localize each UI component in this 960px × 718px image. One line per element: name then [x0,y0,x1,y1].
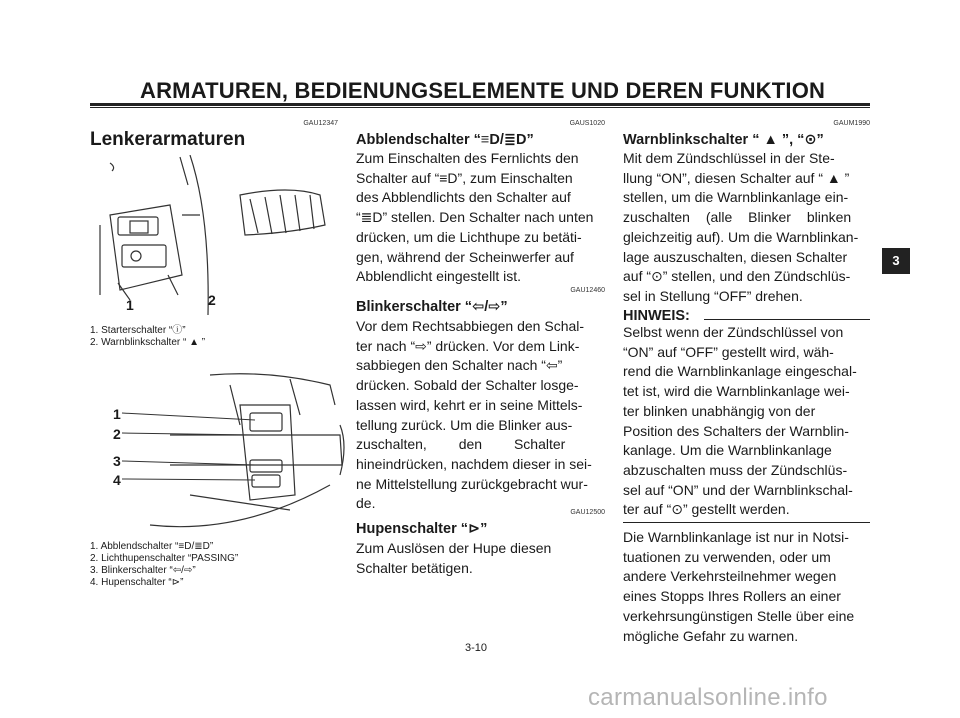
page-number: 3-10 [465,642,488,654]
fig2-caption-1: 1. Abblendschalter “≡D/≣D” [90,541,214,552]
hinweis-rule-bottom [623,522,870,523]
text-line: sabbiegen den Schalter nach “⇦” [356,357,563,374]
text-line: “ON” auf “OFF” gestellt wird, wäh- [623,343,834,360]
text-line: sel in Stellung “OFF” drehen. [623,287,803,304]
fig2-callout-3: 3 [113,453,121,469]
text-line: stellen, um die Warnblinkanlage ein- [623,189,849,206]
text-line: kanlage. Um die Warnblinkanlage [623,442,832,459]
section-heading: Abblendschalter “≡D/≣D” [356,132,534,148]
fig2-callout-1: 1 [113,406,121,422]
text-line: verkehrsungünstigen Stelle über eine [623,607,855,624]
text-line: mögliche Gefahr zu warnen. [623,627,799,644]
section-code: GAUM1990 [833,120,870,127]
text-line: “≣D” stellen. Den Schalter nach unten [356,209,594,226]
text-line: Vor dem Rechtsabbiegen den Schal- [356,318,585,334]
section-heading: Warnblinkschalter “ ▲ ”, “⊙” [623,132,824,148]
page-header-title: ARMATUREN, BEDIENUNGSELEMENTE UND DEREN FUNKTION [140,78,826,103]
fig2-caption-4: 4. Hupenschalter “⊳” [90,577,184,588]
figure-handlebar-left-switches [90,155,345,315]
fig1-caption [90,325,205,349]
text-line: gen, während der Scheinwerfer auf [356,248,574,265]
text-line: andere Verkehrsteilnehmer wegen [623,568,837,585]
section-heading: Hupenschalter “⊳” [356,521,488,537]
watermark: carmanualsonline.info [588,684,828,711]
text-line: Position des Schalters der Warnblin- [623,422,849,439]
fig2-callout-4: 4 [113,472,121,488]
section-code: GAUS1020 [569,120,605,127]
hinweis-body [623,323,870,520]
text-line: tuationen zu verwenden, oder um [623,548,831,565]
text-line: sel auf “ON” und der Warnblinkschal- [623,481,853,498]
section-title: Lenkerarmaturen [90,129,246,150]
text-line: zuschalten, den Schalter [356,436,566,453]
section-code: GAU12347 [303,120,338,127]
text-line: lassen wird, kehrt er in seine Mittels- [356,396,583,413]
text-line: Schalter betätigen. [356,559,473,576]
fig2-caption-2: 2. Lichthupenschalter “PASSING” [90,553,239,564]
warning-note-body [623,528,870,646]
text-line: des Abblendlichts den Schalter auf [356,189,571,206]
text-line: zuschalten (alle Blinker blinken [623,209,852,226]
header-rule-thin [90,107,870,108]
header-rule-thick [90,103,870,106]
section-body [356,539,604,578]
text-line: rend die Warnblinkanlage eingeschal- [623,363,857,380]
text-line: abzuschalten muss der Zündschlüs- [623,461,848,478]
text-line: Zum Auslösen der Hupe diesen [356,540,552,556]
section-code: GAU12500 [570,509,605,516]
fig1-callout-1: 1 [126,297,134,313]
text-line: auf “⊙” stellen, und den Zündschlüs- [623,268,851,285]
text-line: drücken, um die Lichthupe zu betäti- [356,228,582,245]
chapter-tab: 3 [882,248,910,274]
text-line: Mit dem Zündschlüssel in der Ste- [623,150,835,166]
text-line: drücken. Sobald der Schalter losge- [356,377,579,394]
fig2-caption [90,541,238,589]
section-body [356,317,604,514]
text-line: Die Warnblinkanlage ist nur in Notsi- [623,529,849,545]
section-code: GAU12460 [570,287,605,294]
hinweis-rule-top [704,319,870,320]
text-line: hineindrücken, nachdem dieser in sei- [356,455,592,472]
figure-handlebar-right-switches [90,365,350,540]
text-line: tet ist, wird die Warnblinkanlage wei- [623,383,850,400]
section-body [356,149,604,287]
hinweis-label: HINWEIS: [623,308,690,324]
text-line: Selbst wenn der Zündschlüssel von [623,324,844,340]
text-line: llung “ON”, diesen Schalter auf “ ▲ ” [623,169,850,186]
text-line: tellung zurück. Um die Blinker aus- [356,416,573,433]
fig2-callout-2: 2 [113,426,121,442]
section-body [623,149,870,307]
text-line: de. [356,495,376,512]
text-line: lage auszuschalten, diesen Schalter [623,248,848,265]
fig1-callout-2: 2 [208,292,216,308]
fig1-caption-1: 1. Starterschalter “ⓘ” [90,325,186,336]
fig1-caption-2: 2. Warnblinkschalter “ ▲ ” [90,337,206,348]
text-line: Abblendlicht eingestellt ist. [356,268,521,285]
text-line: Schalter auf “≡D”, zum Einschalten [356,169,573,186]
text-line: gleichzeitig auf). Um die Warnblinkan- [623,228,859,245]
text-line: ter auf “⊙” gestellt werden. [623,501,790,518]
fig2-caption-3: 3. Blinkerschalter “⇦/⇨” [90,565,196,576]
text-line: ter nach “⇨” drücken. Vor dem Link- [356,337,580,354]
text-line: ter blinken unabhängig von der [623,402,816,419]
section-heading: Blinkerschalter “⇦/⇨” [356,299,508,315]
text-line: Zum Einschalten des Fernlichts den [356,150,579,166]
text-line: eines Stopps Ihres Rollers an einer [623,588,841,605]
text-line: ne Mittelstellung zurückgebracht wur- [356,475,588,492]
